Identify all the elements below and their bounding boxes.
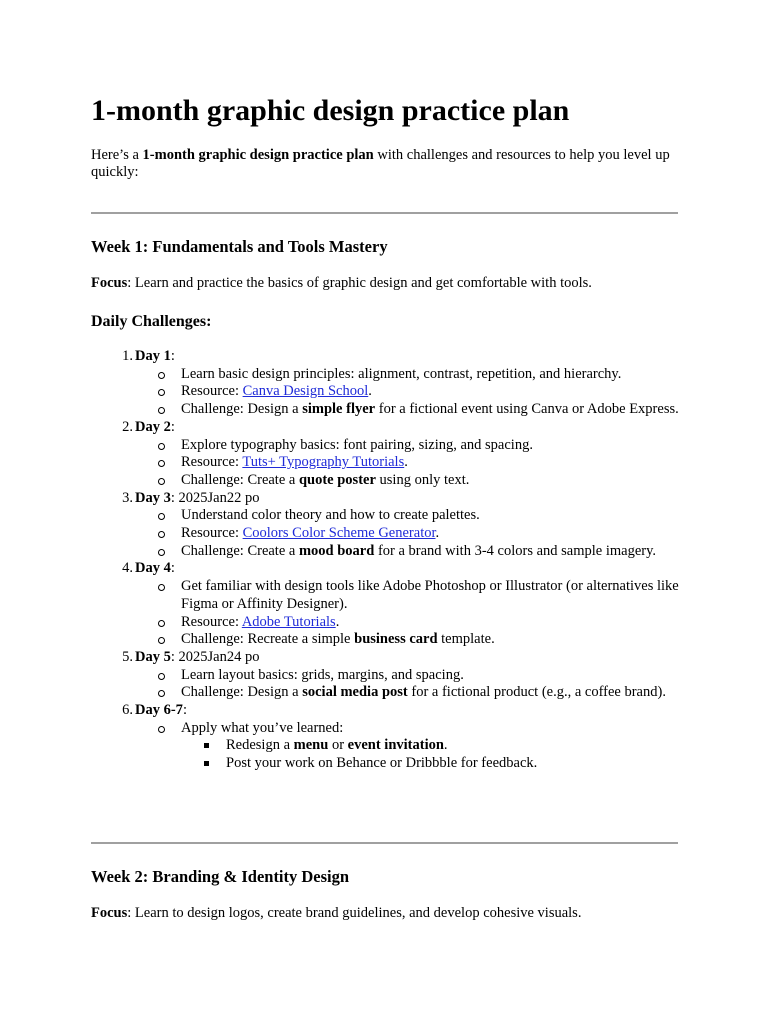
intro-text-after: with challenges and resources to help you level up quickly:	[91, 147, 670, 180]
circle-bullet-icon	[158, 690, 165, 697]
list-number: 2 .	[111, 419, 133, 437]
day-suffix: :	[170, 560, 175, 577]
list-item	[91, 631, 691, 649]
item-bold-text: business card	[354, 631, 438, 648]
item-text: using only text.	[375, 471, 470, 488]
day-suffix: : 2025Jan22 po	[170, 489, 260, 506]
circle-bullet-icon	[158, 584, 165, 591]
item-bold-text: menu	[293, 737, 329, 754]
list-item	[91, 401, 691, 419]
circle-bullet-icon	[158, 372, 165, 379]
resource-link[interactable]: Adobe Tutorials	[241, 613, 336, 630]
list-item	[91, 507, 691, 525]
circle-bullet-icon	[158, 513, 165, 520]
list-item	[91, 684, 691, 702]
focus-text: : Learn and practice the basics of graphic design and get comfortable with tools.	[127, 275, 592, 291]
item-text: for a fictional event using Canva or Adobe Express.	[375, 401, 679, 418]
list-item	[91, 578, 691, 613]
day-item	[91, 348, 691, 366]
item-text: Learn basic design principles: alignment, contrast, repetition, and hierarchy.	[181, 365, 622, 382]
resource-link[interactable]: Coolors Color Scheme Generator	[242, 525, 436, 542]
item-bold-text: mood board	[298, 542, 375, 559]
day-suffix: : 2025Jan24 po	[170, 648, 260, 665]
day-suffix: :	[170, 418, 175, 435]
week2-heading: Week 2: Branding & Identity Design	[91, 867, 350, 886]
square-bullet-icon	[204, 761, 209, 766]
intro-text-bold: 1-month graphic design practice plan	[142, 147, 374, 163]
item-text: .	[335, 613, 340, 630]
day-label: Day 4	[135, 560, 171, 577]
day-item	[91, 490, 691, 508]
list-item	[91, 366, 691, 384]
item-text: .	[443, 737, 448, 754]
item-text: .	[435, 525, 440, 542]
item-text: for a fictional product (e.g., a coffee brand).	[407, 684, 666, 701]
item-text: Get familiar with design tools like Adobe Photoshop or Illustrator (or alternatives like Figma or Affinity Designer).	[181, 578, 679, 612]
section-divider	[91, 212, 678, 214]
list-item	[91, 472, 691, 490]
item-text: Challenge: Design a	[181, 684, 303, 701]
circle-bullet-icon	[158, 549, 165, 556]
item-text: template.	[437, 631, 495, 648]
focus-label: Focus	[91, 275, 128, 291]
item-text: Explore typography basics: font pairing, sizing, and spacing.	[181, 436, 533, 453]
day-label: Day 3	[135, 489, 171, 506]
day-suffix: :	[182, 702, 187, 719]
circle-bullet-icon	[158, 637, 165, 644]
list-item	[91, 543, 691, 561]
page-title: 1-month graphic design practice plan	[91, 94, 570, 127]
item-text: Resource:	[181, 454, 243, 471]
item-text: .	[404, 454, 408, 471]
item-text: Challenge: Create a	[181, 471, 299, 488]
resource-link[interactable]: Tuts+ Typography Tutorials	[242, 454, 405, 471]
list-number: 1 .	[111, 348, 133, 366]
item-text: Challenge: Create a	[181, 542, 299, 559]
circle-bullet-icon	[158, 389, 165, 396]
item-bold-text: quote poster	[298, 471, 376, 488]
item-bold-text: event invitation	[347, 737, 444, 754]
circle-bullet-icon	[158, 407, 165, 414]
list-item	[91, 667, 691, 685]
item-text: Resource:	[181, 613, 242, 630]
item-text: Understand color theory and how to create palettes.	[181, 507, 480, 524]
list-number: 6 .	[111, 702, 133, 720]
circle-bullet-icon	[158, 478, 165, 485]
item-text: Apply what you’ve learned:	[181, 719, 344, 736]
list-number: 3 .	[111, 490, 133, 508]
week1-focus	[91, 275, 592, 292]
section-divider	[91, 842, 678, 844]
item-bold-text: social media post	[302, 684, 408, 701]
resource-link[interactable]: Canva Design School	[242, 383, 369, 400]
item-text: Redesign a	[226, 737, 294, 754]
day-item	[91, 560, 691, 578]
list-item	[91, 454, 691, 472]
item-text: Post your work on Behance or Dribbble for feedback.	[226, 755, 538, 772]
circle-bullet-icon	[158, 673, 165, 680]
circle-bullet-icon	[158, 460, 165, 467]
circle-bullet-icon	[158, 620, 165, 627]
day-item	[91, 702, 691, 720]
list-item	[91, 383, 691, 401]
nested-list-item	[91, 737, 691, 755]
item-text: Learn layout basics: grids, margins, and spacing.	[181, 666, 464, 683]
item-text: for a brand with 3-4 colors and sample imagery.	[374, 542, 657, 559]
circle-bullet-icon	[158, 726, 165, 733]
list-item	[91, 614, 691, 632]
day-label: Day 6-7	[135, 702, 183, 719]
list-number: 4 .	[111, 560, 133, 578]
day-label: Day 1	[135, 348, 171, 364]
list-number: 5 .	[111, 649, 133, 667]
item-text: or	[328, 737, 348, 754]
day-suffix: :	[170, 348, 175, 364]
list-item	[91, 525, 691, 543]
day-item	[91, 419, 691, 437]
circle-bullet-icon	[158, 443, 165, 450]
daily-challenges-heading: Daily Challenges:	[91, 313, 212, 330]
item-bold-text: simple flyer	[302, 401, 376, 418]
focus-label: Focus	[91, 905, 128, 921]
item-text: Resource:	[181, 383, 243, 400]
intro-text-before: Here’s a	[91, 147, 143, 163]
day-item	[91, 649, 691, 667]
list-item	[91, 720, 691, 738]
item-text: .	[368, 383, 372, 400]
list-item	[91, 437, 691, 455]
daily-challenges-list	[91, 348, 691, 773]
day-label: Day 5	[135, 648, 171, 665]
nested-list-item	[91, 755, 691, 773]
week1-heading: Week 1: Fundamentals and Tools Mastery	[91, 237, 388, 256]
item-text: Challenge: Recreate a simple	[181, 631, 355, 648]
intro-paragraph	[91, 147, 679, 181]
item-text: Challenge: Design a	[181, 401, 303, 418]
circle-bullet-icon	[158, 531, 165, 538]
week2-focus	[91, 905, 581, 922]
focus-text: : Learn to design logos, create brand guidelines, and develop cohesive visuals.	[127, 905, 582, 921]
day-label: Day 2	[135, 418, 171, 435]
item-text: Resource:	[181, 525, 243, 542]
square-bullet-icon	[204, 743, 209, 748]
